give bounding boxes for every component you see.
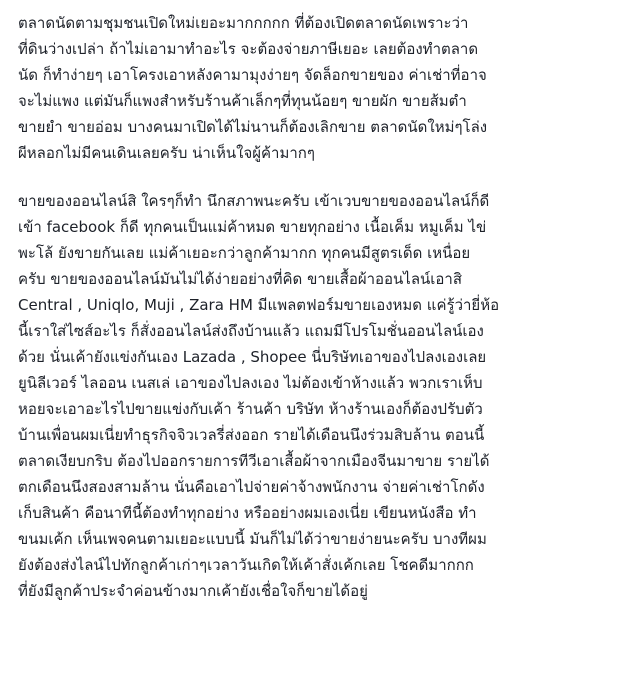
text-line: ยูนิลีเวอร์ ไลออน เนสเล่ เอาของไปลงเอง ไม่ต้องเข้าห้างแล้ว พวกเราเห็บ [18, 374, 483, 392]
text-line: นัด ก็ทำง่ายๆ เอาโครงเอาหลังคามามุงง่ายๆ จัดล็อกขายของ ค่าเช่าที่อาจ [18, 66, 487, 84]
text-line: เก็บสินค้า คือนาทีนี้ต้องทำทุกอย่าง หรืออย่างผมเองเนี่ย เขียนหนังสือ ทำ [18, 504, 477, 522]
text-line: ขนมเค้ก เห็นเพจคนตามเยอะแบบนี้ มันก็ไม่ได้ว่าขายง่ายนะครับ บางทีผม [18, 530, 487, 548]
text-line: ขายของออนไลน์สิ ใครๆก็ทำ นึกสภาพนะครับ เข้าเวบขายของออนไลน์ก็ดี [18, 192, 490, 210]
paragraph-local-markets [18, 10, 626, 166]
text-line: ด้วย นั่นเค้ายังแข่งกันเอง Lazada , Shopee นี่บริษัทเอาของไปลงเองเลย [18, 348, 487, 366]
text-line: ขายยำ ขายอ่อม บางคนมาเปิดได้ไม่นานก็ต้องเลิกขาย ตลาดนัดใหม่ๆโล่ง [18, 118, 488, 136]
text-line: ที่ยังมีลูกค้าประจำค่อนข้างมากเค้ายังเชื่อใจก็ขายได้อยู่ [18, 582, 368, 600]
text-line: เข้า facebook ก็ดี ทุกคนเป็นแม่ค้าหมด ขายทุกอย่าง เนื้อเค็ม หมูเค็ม ไข่ [18, 218, 487, 236]
paragraph-online-selling [18, 188, 626, 604]
text-line: ตลาดนัดตามชุมชนเปิดใหม่เยอะมากกกกก ที่ต้องเปิดตลาดนัดเพราะว่า [18, 14, 469, 32]
text-line: ครับ ขายของออนไลน์มันไม่ได้ง่ายอย่างที่คิด ขายเสื้อผ้าออนไลน์เอาสิ [18, 270, 463, 288]
text-line: ผีหลอกไม่มีคนเดินเลยครับ น่าเห็นใจผู้ค้ามากๆ [18, 144, 315, 162]
text-line: บ้านเพื่อนผมเนี่ยทำธุรกิจจิวเวลรี่ส่งออก รายได้เดือนนึงร่วมสิบล้าน ตอนนี้ [18, 426, 485, 444]
text-line: พะโล้ ยังขายกันเลย แม่ค้าเยอะกว่าลูกค้ามากก ทุกคนมีสูตรเด็ด เหนื่อย [18, 244, 471, 262]
text-line: หอยจะเอาอะไรไปขายแข่งกับเค้า ร้านค้า บริษัท ห้างร้านเองก็ต้องปรับตัว [18, 400, 483, 418]
text-line: Central , Uniqlo, Muji , Zara HM มีแพลตฟอร์มขายเองหมด แค่รู้ว่ายี่ห้อ [18, 296, 500, 314]
text-line: ที่ดินว่างเปล่า ถ้าไม่เอามาทำอะไร จะต้องจ่ายภาษีเยอะ เลยต้องทำตลาด [18, 40, 479, 58]
paragraph-spacer [18, 166, 626, 188]
text-line: นี้เราใส่ไซส์อะไร ก็สั่งออนไลน์ส่งถึงบ้านแล้ว แถมมีโปรโมชั่นออนไลน์เอง [18, 322, 484, 340]
text-line: จะไม่แพง แต่มันก็แพงสำหรับร้านค้าเล็กๆที่ทุนน้อยๆ ขายผัก ขายส้มตำ [18, 92, 467, 110]
text-line: ยังต้องส่งไลน์ไปทักลูกค้าเก่าๆเวลาวันเกิดให้เค้าสั่งเค้กเลย โชคดีมากกก [18, 556, 474, 574]
text-line: ตลาดเงียบกริบ ต้องไปออกรายการทีวีเอาเสื้อผ้าจากเมืองจีนมาขาย รายได้ [18, 452, 490, 470]
text-line: ตกเดือนนึงสองสามล้าน นั่นคือเอาไปจ่ายค่าจ้างพนักงาน จ่ายค่าเช่าโกดัง [18, 478, 485, 496]
